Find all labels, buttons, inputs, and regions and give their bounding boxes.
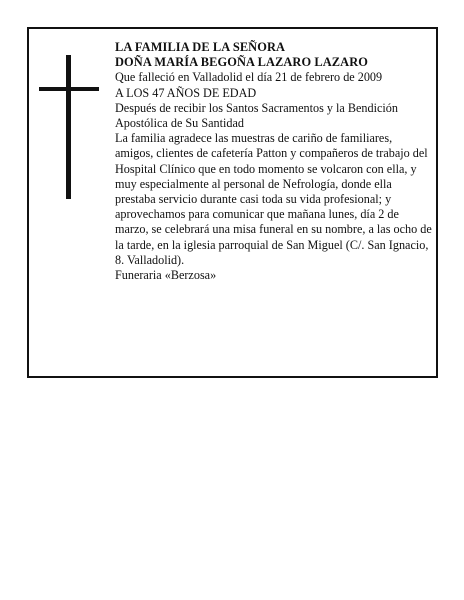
death-statement: Que falleció en Valladolid el día 21 de febrero de 2009 — [115, 70, 383, 85]
latin-cross-icon — [39, 55, 99, 199]
gratitude-paragraph: La familia agradece las muestras de cariño de familiares, amigos, clientes de cafetería Patton y compañeros de trabajo del Hospital Clínico que en todo momento se volcaron con ella, y muy especialmente al personal de Nefrología, donde ella prestaba servicio durante casi toda su vida profesional; y aprovechamos para comunicar que mañana lunes, día 2 de marzo, se celebrará una misa funeral en su nombre, a las ocho de la tarde, en la iglesia parroquial de San Miguel (C/. San Ignacio, 8. Valladolid). — [115, 131, 432, 267]
sacraments-statement: Después de recibir los Santos Sacramentos y la Bendición Apostólica de Su Santidad — [115, 100, 398, 131]
funeral-home: Funeraria «Berzosa» — [115, 268, 217, 283]
notice-text — [115, 40, 433, 283]
deceased-name: DOÑA MARÍA BEGOÑA LAZARO LAZARO — [115, 55, 369, 70]
age-statement: A LOS 47 AÑOS DE EDAD — [115, 85, 257, 100]
family-heading: LA FAMILIA DE LA SEÑORA — [115, 40, 286, 54]
cross-vertical-bar — [66, 55, 71, 199]
cross-horizontal-bar — [39, 87, 99, 91]
obituary-notice — [27, 27, 438, 378]
